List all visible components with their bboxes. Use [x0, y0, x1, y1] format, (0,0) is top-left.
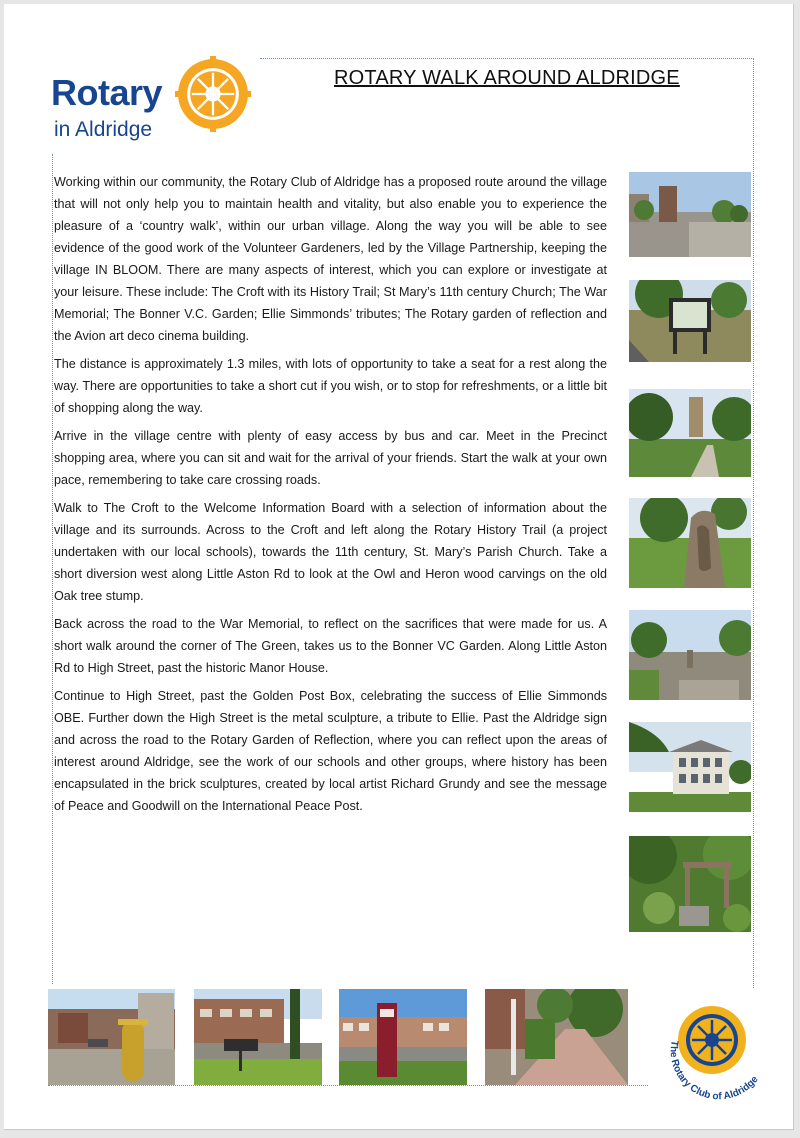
logo-subtitle: in Aldridge	[54, 118, 153, 141]
photo-oak-tree-carving	[629, 498, 751, 588]
photo-war-memorial	[629, 610, 751, 700]
photo-garden-of-reflection	[629, 836, 751, 932]
rotary-wheel-icon	[175, 56, 251, 132]
seal-text: The Rotary Club of Aldridge	[667, 1039, 761, 1102]
document-page	[4, 4, 794, 1130]
walk-description	[54, 171, 607, 823]
photo-aldridge-sign	[339, 989, 467, 1085]
rotary-logo	[51, 56, 261, 151]
paragraph-arrive: Arrive in the village centre with plenty of easy access by bus and car. Meet in the Precinct shopping area, where you can sit and wait for the arrival of your friends. Start the walk at your own pace, remembering to take care crossing roads.	[54, 429, 607, 487]
photo-ellie-sculpture	[194, 989, 322, 1085]
logo-rotary-text: Rotary	[51, 72, 163, 113]
photo-precinct	[629, 172, 751, 257]
rotary-club-seal	[664, 1002, 774, 1102]
text-frame-left-border	[52, 154, 53, 984]
paragraph-intro: Working within our community, the Rotary Club of Aldridge has a proposed route around the village that will not only help you to maintain health and vitality, but also enable you to experience the pleasure of a ‘country walk’, within our urban village. Along the way you will be able to see evidence of the good work of the Volunteer Gardeners, led by the Village Partnership, keeping the village IN BLOOM. There are many aspects of interest, which you can explore or investigate at your leisure. These include: The Croft with its History Trail; St Mary’s 11th century Church; The War Memorial; The Bonner V.C. Garden; Ellie Simmonds’ tributes; The Rotary garden of reflection and the Avion art deco cinema building.	[54, 175, 607, 343]
paragraph-distance: The distance is approximately 1.3 miles, with lots of opportunity to take a seat for a rest along the way. There are opportunities to take a short cut if you wish, or to stop for refreshments, or a little bit of shopping along the way.	[54, 357, 607, 415]
page-title: ROTARY WALK AROUND ALDRIDGE	[334, 67, 680, 89]
text-frame-bottom-border	[48, 1085, 648, 1086]
paragraph-high-street: Continue to High Street, past the Golden Post Box, celebrating the success of Ellie Simmonds OBE. Further down the High Street is the metal sculpture, a tribute to Ellie. Past the Aldridge sign and across the road to the Rotary Garden of Reflection, where you can reflect upon the areas of interest around Aldridge, see the work of our schools and other groups, where history has been encapsulated in the brick sculptures, created by local artist Richard Grundy and see the message of Peace and Goodwill on the International Peace Post.	[54, 689, 607, 813]
text-frame-top-border	[260, 58, 754, 59]
photo-peace-post-path	[485, 989, 628, 1085]
paragraph-croft: Walk to The Croft to the Welcome Information Board with a selection of information about the village and its surrounds. Across to the Croft and left along the Rotary History Trail (a project undertaken with our local schools), towards the 11th century, St. Mary’s Parish Church. Take a short diversion west along Little Aston Rd to look at the Owl and Heron wood carvings on the old Oak tree stump.	[54, 501, 607, 603]
text-frame-right-border	[753, 58, 754, 988]
photo-information-board	[629, 280, 751, 362]
photo-church-path	[629, 389, 751, 477]
paragraph-war-memorial: Back across the road to the War Memorial, to reflect on the sacrifices that were made for us. A short walk around the corner of The Green, takes us to the Bonner VC Garden. Along Little Aston Rd to High Street, past the historic Manor House.	[54, 617, 607, 675]
photo-golden-post-box	[48, 989, 175, 1085]
photo-manor-house	[629, 722, 751, 812]
